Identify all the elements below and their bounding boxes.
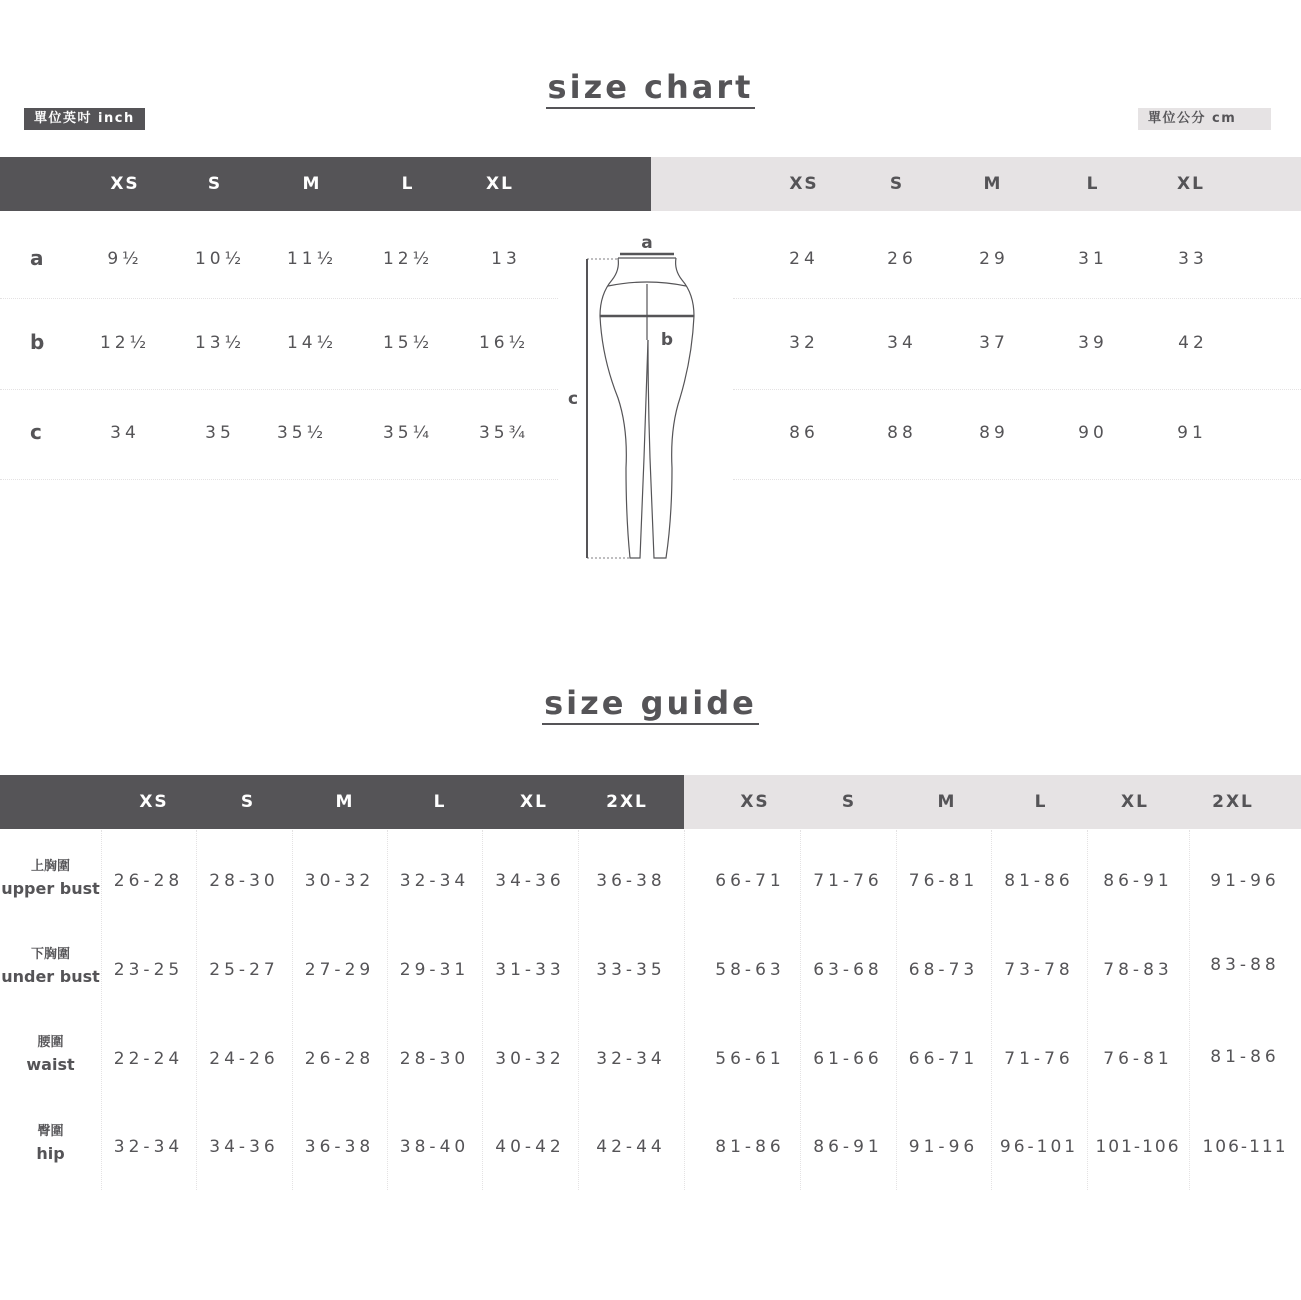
- chart-cm-size-l: L: [1086, 174, 1100, 194]
- chart-cell: 35¼: [382, 423, 434, 443]
- chart-cm-size-s: S: [889, 174, 905, 194]
- chart-row-divider: [733, 479, 1301, 480]
- chart-cell: 29: [979, 249, 1009, 269]
- guide-inch-size-xl: XL: [520, 792, 548, 812]
- chart-cell: 12½: [99, 333, 151, 353]
- guide-inch-size-2xl: 2XL: [606, 792, 648, 812]
- guide-cell: 32-34: [596, 1049, 666, 1069]
- chart-row-divider: [733, 389, 1301, 390]
- guide-cell: 36-38: [596, 871, 666, 891]
- guide-cell: 28-30: [209, 871, 279, 891]
- guide-cell: 81-86: [1004, 871, 1074, 891]
- guide-cell: 42-44: [596, 1137, 666, 1157]
- chart-cell: 89: [979, 423, 1009, 443]
- chart-row-divider: [0, 389, 558, 390]
- guide-row-label-under-bust: 下胸圍 under bust: [1, 947, 100, 986]
- diagram-label-b: b: [660, 330, 674, 350]
- chart-row-divider: [0, 298, 558, 299]
- chart-cell: 42: [1178, 333, 1208, 353]
- size-guide-title: size guide: [0, 684, 1301, 725]
- guide-cell: 32-34: [113, 1137, 184, 1157]
- guide-cell: 38-40: [399, 1137, 470, 1157]
- guide-inch-size-s: S: [240, 792, 256, 812]
- chart-cell: 34: [110, 423, 140, 443]
- guide-cell: 24-26: [209, 1049, 279, 1069]
- unit-inch-badge: 單位英吋 inch: [24, 108, 145, 130]
- guide-inch-size-xs: XS: [139, 792, 169, 812]
- leggings-diagram: [560, 228, 735, 568]
- guide-cm-size-l: L: [1034, 792, 1048, 812]
- guide-cell: 83-88: [1210, 955, 1280, 975]
- guide-cell: 101-106: [1095, 1137, 1181, 1157]
- guide-cell: 81-86: [1210, 1047, 1280, 1067]
- guide-cell: 40-42: [495, 1137, 565, 1157]
- guide-cell: 25-27: [209, 960, 279, 980]
- chart-cell: 13½: [194, 333, 246, 353]
- guide-cell: 28-30: [399, 1049, 470, 1069]
- guide-cell: 106-111: [1202, 1137, 1288, 1157]
- guide-cell: 63-68: [813, 960, 883, 980]
- guide-cell: 30-32: [304, 871, 375, 891]
- guide-cell: 34-36: [495, 871, 565, 891]
- guide-cell: 86-91: [813, 1137, 883, 1157]
- chart-cell: 15½: [382, 333, 434, 353]
- chart-cell: 35¾: [478, 423, 530, 443]
- guide-cell: 26-28: [113, 871, 184, 891]
- chart-cell: 91: [1177, 423, 1207, 443]
- chart-cell: 35½: [276, 423, 328, 443]
- chart-cell: 88: [887, 423, 917, 443]
- guide-cell: 23-25: [113, 960, 184, 980]
- guide-row-label-upper-bust: 上胸圍 upper bust: [1, 859, 100, 898]
- chart-cell: 37: [979, 333, 1009, 353]
- chart-row-label-b: b: [30, 330, 45, 354]
- chart-inch-size-l: L: [401, 174, 415, 194]
- chart-inch-size-s: S: [207, 174, 223, 194]
- guide-cell: 31-33: [495, 960, 565, 980]
- guide-cell: 32-34: [399, 871, 470, 891]
- guide-col-divider: [684, 830, 685, 1190]
- guide-cell: 58-63: [715, 960, 785, 980]
- chart-cell: 33: [1178, 249, 1208, 269]
- guide-cell: 22-24: [113, 1049, 184, 1069]
- guide-cell: 36-38: [304, 1137, 375, 1157]
- guide-cell: 71-76: [813, 871, 883, 891]
- guide-cell: 86-91: [1103, 871, 1173, 891]
- guide-cell: 66-71: [715, 871, 785, 891]
- guide-cell: 76-81: [1103, 1049, 1173, 1069]
- chart-cell: 13: [491, 249, 521, 269]
- chart-cm-size-xs: XS: [789, 174, 819, 194]
- guide-inch-size-l: L: [433, 792, 447, 812]
- guide-cell: 91-96: [1210, 871, 1280, 891]
- chart-cm-size-m: M: [983, 174, 1003, 194]
- guide-cell: 81-86: [715, 1137, 785, 1157]
- chart-cell: 24: [789, 249, 819, 269]
- guide-inch-size-m: M: [335, 792, 355, 812]
- chart-cell: 86: [789, 423, 819, 443]
- chart-cell: 16½: [478, 333, 530, 353]
- guide-cell: 73-78: [1004, 960, 1074, 980]
- guide-cell: 34-36: [209, 1137, 279, 1157]
- guide-cm-size-m: M: [937, 792, 957, 812]
- guide-cell: 33-35: [596, 960, 666, 980]
- chart-inch-size-m: M: [302, 174, 322, 194]
- chart-cell: 10½: [194, 249, 246, 269]
- chart-cell: 39: [1078, 333, 1108, 353]
- guide-cell: 30-32: [495, 1049, 565, 1069]
- guide-row-label-hip: 臀圍 hip: [36, 1124, 65, 1163]
- diagram-label-a: a: [641, 233, 653, 253]
- guide-cm-size-2xl: 2XL: [1212, 792, 1254, 812]
- chart-cell: 12½: [382, 249, 434, 269]
- chart-row-label-a: a: [30, 246, 44, 270]
- unit-cm-badge: 單位公分 cm: [1138, 108, 1271, 130]
- chart-inch-size-xl: XL: [486, 174, 514, 194]
- guide-cell: 76-81: [908, 871, 979, 891]
- guide-cell: 61-66: [813, 1049, 883, 1069]
- guide-cell: 29-31: [399, 960, 470, 980]
- chart-cell: 90: [1078, 423, 1108, 443]
- chart-cell: 35: [205, 423, 235, 443]
- guide-cell: 66-71: [908, 1049, 979, 1069]
- guide-cm-size-xl: XL: [1121, 792, 1149, 812]
- guide-cell: 96-101: [999, 1137, 1079, 1157]
- guide-row-label-waist: 腰圍 waist: [26, 1035, 75, 1074]
- guide-cell: 27-29: [304, 960, 375, 980]
- guide-cell: 26-28: [304, 1049, 375, 1069]
- guide-cm-size-s: S: [841, 792, 857, 812]
- chart-cell: 31: [1078, 249, 1108, 269]
- guide-cm-size-xs: XS: [740, 792, 770, 812]
- guide-cell: 56-61: [715, 1049, 785, 1069]
- guide-cell: 68-73: [908, 960, 979, 980]
- size-chart-title: size chart: [0, 68, 1301, 109]
- chart-cm-size-xl: XL: [1177, 174, 1205, 194]
- chart-row-label-c: c: [30, 420, 42, 444]
- chart-cell: 11½: [286, 249, 338, 269]
- chart-cell: 32: [789, 333, 819, 353]
- chart-row-divider: [733, 298, 1301, 299]
- diagram-label-c: c: [567, 389, 579, 409]
- guide-cell: 78-83: [1103, 960, 1173, 980]
- chart-cell: 26: [887, 249, 917, 269]
- guide-cell: 71-76: [1004, 1049, 1074, 1069]
- chart-row-divider: [0, 479, 558, 480]
- guide-cell: 91-96: [908, 1137, 979, 1157]
- chart-cell: 34: [887, 333, 917, 353]
- chart-cell: 9½: [107, 249, 143, 269]
- chart-inch-size-xs: XS: [110, 174, 140, 194]
- chart-cell: 14½: [286, 333, 338, 353]
